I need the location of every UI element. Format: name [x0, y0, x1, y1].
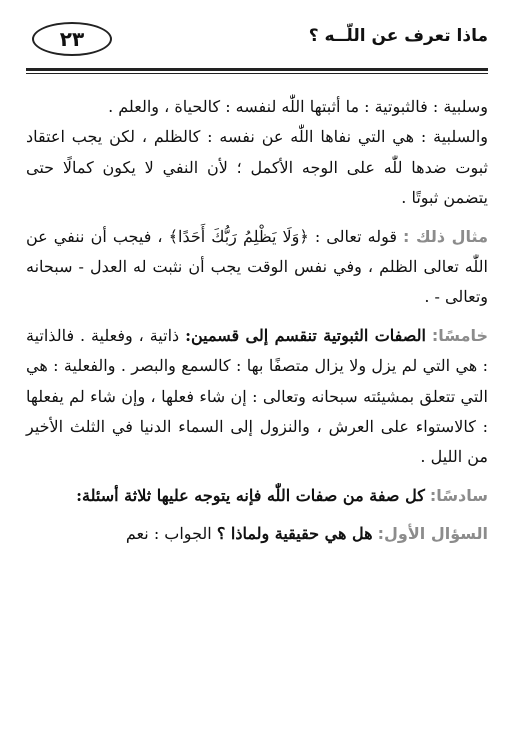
header-rule-thick	[26, 68, 488, 71]
fifth-text: ذاتية ، وفعلية . فالذاتية : هي التي لم يزل ولا يزال متصفًا بها : كالسمع والبصر . والفعلية : هي التي تتعلق بمشيئته سبحانه وتعالى : إن شاء فعلها ، وإن شاء لم يفعلها : كالاستواء على العرش ، والنزول إلى السماء الدنيا في الثلث الأخير من الليل .	[26, 325, 488, 467]
running-title: ماذا تعرف عن اللّــه ؟	[308, 26, 488, 46]
paragraph-positive-negative: وسلبية : فالثبوتية : ما أثبتها اللّٰه لنفسه : كالحياة ، والعلم .	[108, 97, 488, 116]
paragraph-example	[26, 222, 488, 313]
example-text: قوله تعالى : ﴿وَلَا يَظْلِمُ رَبُّكَ أَحَدًا﴾ ، فيجب أن ننفي عن اللّٰه تعالى الظلم ، وفي نفس الوقت يجب أن نثبت له العدل - سبحانه وتعالى - .	[26, 226, 488, 307]
sixth-label: سادسًا:	[429, 485, 488, 505]
fifth-heading: الصفات الثبوتية تنقسم إلى قسمين:	[185, 325, 426, 345]
first-question-heading: هل هي حقيقية ولماذا ؟	[216, 524, 373, 544]
example-label: مثال ذلك :	[403, 226, 488, 246]
page-header	[26, 20, 488, 60]
first-question-text: الجواب : نعم	[125, 524, 212, 544]
first-question-label: السؤال الأول:	[377, 524, 488, 544]
paragraph-sixth	[26, 481, 488, 511]
header-rule-thin	[26, 73, 488, 74]
fifth-label: خامسًا:	[431, 325, 489, 345]
paragraph-first-question	[26, 519, 488, 549]
paragraph-fifth	[26, 321, 488, 473]
body-text	[26, 92, 488, 550]
page-number: ٢٣	[32, 22, 112, 56]
sixth-heading: كل صفة من صفات اللّٰه فإنه يتوجه عليها ثلاثة أسئلة:	[76, 485, 425, 505]
paragraph-negative-attributes: والسلبية : هي التي نفاها اللّٰه عن نفسه : كالظلم ، لكن يجب اعتقاد ثبوت ضدها للّٰه على الوجه الأكمل ؛ لأن النفي لا يكون كمالًا حتى يتضمن ثبوتًا .	[26, 127, 488, 208]
